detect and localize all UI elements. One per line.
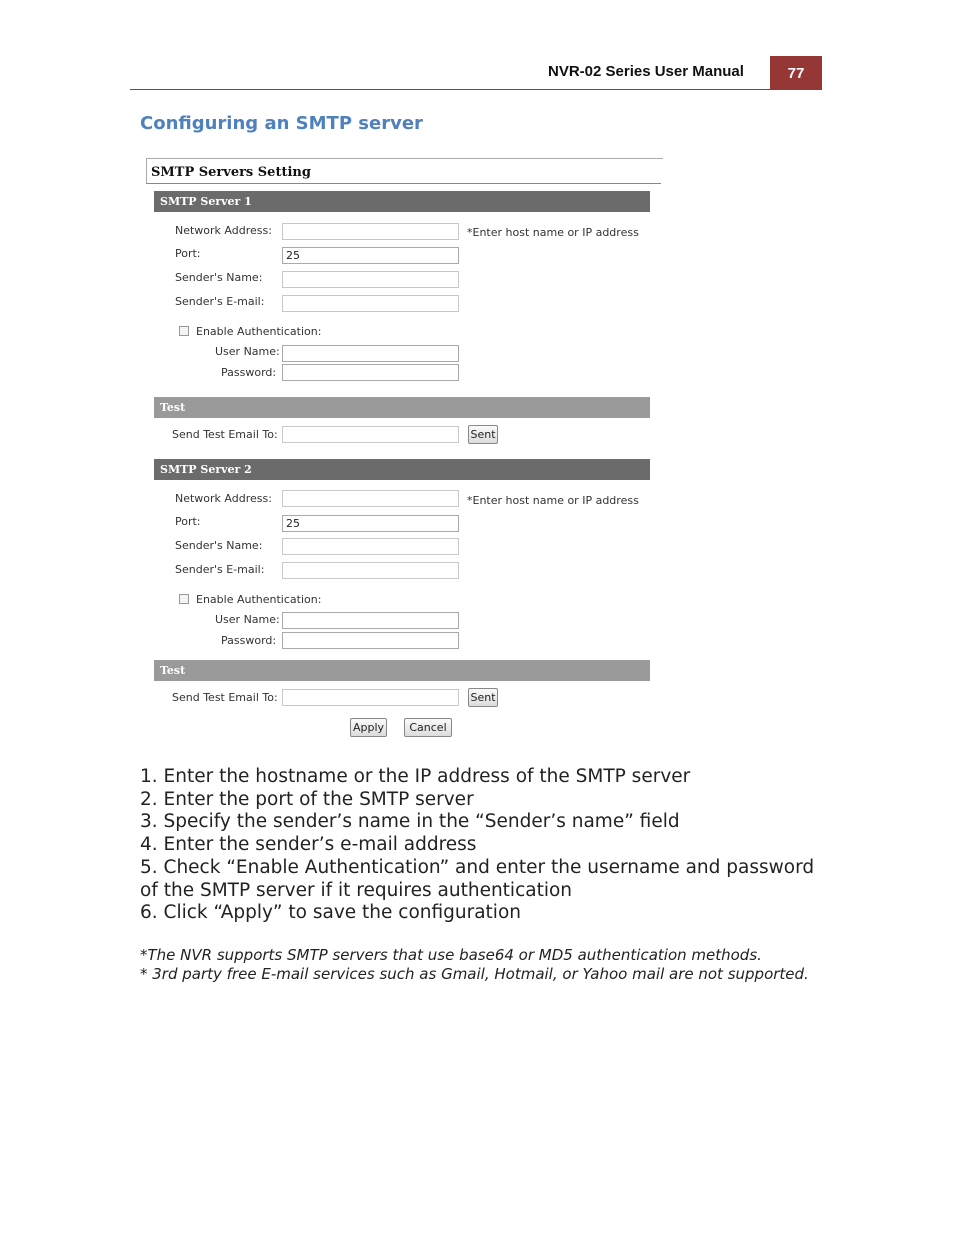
server1-network-address-label: Network Address: <box>175 224 272 237</box>
manual-title: NVR-02 Series User Manual <box>548 63 744 80</box>
test-1-header: Test <box>154 397 650 418</box>
step-item: 5. Check “Enable Authentication” and enter the username and password of the SMTP server if it requires authentication <box>140 856 815 901</box>
step-item: 2. Enter the port of the SMTP server <box>140 788 474 810</box>
server2-network-address-input[interactable] <box>282 490 459 507</box>
test2-send-label: Send Test Email To: <box>172 691 278 704</box>
test1-sent-button[interactable]: Sent <box>468 425 498 444</box>
instruction-steps <box>140 766 820 925</box>
test-2-header: Test <box>154 660 650 681</box>
server2-password-input[interactable] <box>282 632 459 649</box>
server2-network-address-label: Network Address: <box>175 492 272 505</box>
step-item: 6. Click “Apply” to save the configuration <box>140 902 521 924</box>
server2-port-label: Port: <box>175 515 201 528</box>
server2-address-hint: *Enter host name or IP address <box>467 494 639 507</box>
server2-username-input[interactable] <box>282 612 459 629</box>
server1-address-hint: *Enter host name or IP address <box>467 226 639 239</box>
section-title: Configuring an SMTP server <box>140 113 423 134</box>
server1-port-label: Port: <box>175 247 201 260</box>
panel-title: SMTP Servers Setting <box>146 159 661 184</box>
server1-port-input[interactable]: 25 <box>282 247 459 264</box>
test1-send-email-input[interactable] <box>282 426 459 443</box>
server1-username-input[interactable] <box>282 345 459 362</box>
server2-username-label: User Name: <box>215 613 280 626</box>
server1-username-label: User Name: <box>215 345 280 358</box>
server2-sender-name-input[interactable] <box>282 538 459 555</box>
smtp-server-1-header: SMTP Server 1 <box>154 191 650 212</box>
test2-send-email-input[interactable] <box>282 689 459 706</box>
server2-port-input[interactable]: 25 <box>282 515 459 532</box>
server1-sender-email-label: Sender's E-mail: <box>175 295 265 308</box>
server1-password-label: Password: <box>221 366 277 379</box>
note-free-email: * 3rd party free E-mail services such as Gmail, Hotmail, or Yahoo mail are not supported. <box>140 965 809 983</box>
note-auth-methods: *The NVR supports SMTP servers that use base64 or MD5 authentication methods. <box>140 946 762 964</box>
step-item: 1. Enter the hostname or the IP address of the SMTP server <box>140 766 691 787</box>
server1-sender-name-input[interactable] <box>282 271 459 288</box>
server1-enable-auth-checkbox[interactable] <box>179 326 189 336</box>
page-number: 77 <box>770 56 822 90</box>
server1-sender-email-input[interactable] <box>282 295 459 312</box>
step-item: 3. Specify the sender’s name in the “Sender’s name” field <box>140 811 680 833</box>
server1-password-input[interactable] <box>282 364 459 381</box>
server2-password-label: Password: <box>221 634 277 647</box>
server2-sender-email-input[interactable] <box>282 562 459 579</box>
step-item: 4. Enter the sender’s e-mail address <box>140 834 477 856</box>
server1-enable-auth-label: Enable Authentication: <box>196 325 322 338</box>
test2-sent-button[interactable]: Sent <box>468 688 498 707</box>
header-divider <box>130 89 822 90</box>
server2-sender-name-label: Sender's Name: <box>175 539 263 552</box>
server2-enable-auth-checkbox[interactable] <box>179 594 189 604</box>
server2-sender-email-label: Sender's E-mail: <box>175 563 265 576</box>
smtp-server-2-header: SMTP Server 2 <box>154 459 650 480</box>
notes <box>140 946 820 984</box>
test1-send-label: Send Test Email To: <box>172 428 278 441</box>
server1-sender-name-label: Sender's Name: <box>175 271 263 284</box>
apply-button[interactable]: Apply <box>350 718 387 737</box>
server2-enable-auth-label: Enable Authentication: <box>196 593 322 606</box>
cancel-button[interactable]: Cancel <box>404 718 452 737</box>
server1-network-address-input[interactable] <box>282 223 459 240</box>
